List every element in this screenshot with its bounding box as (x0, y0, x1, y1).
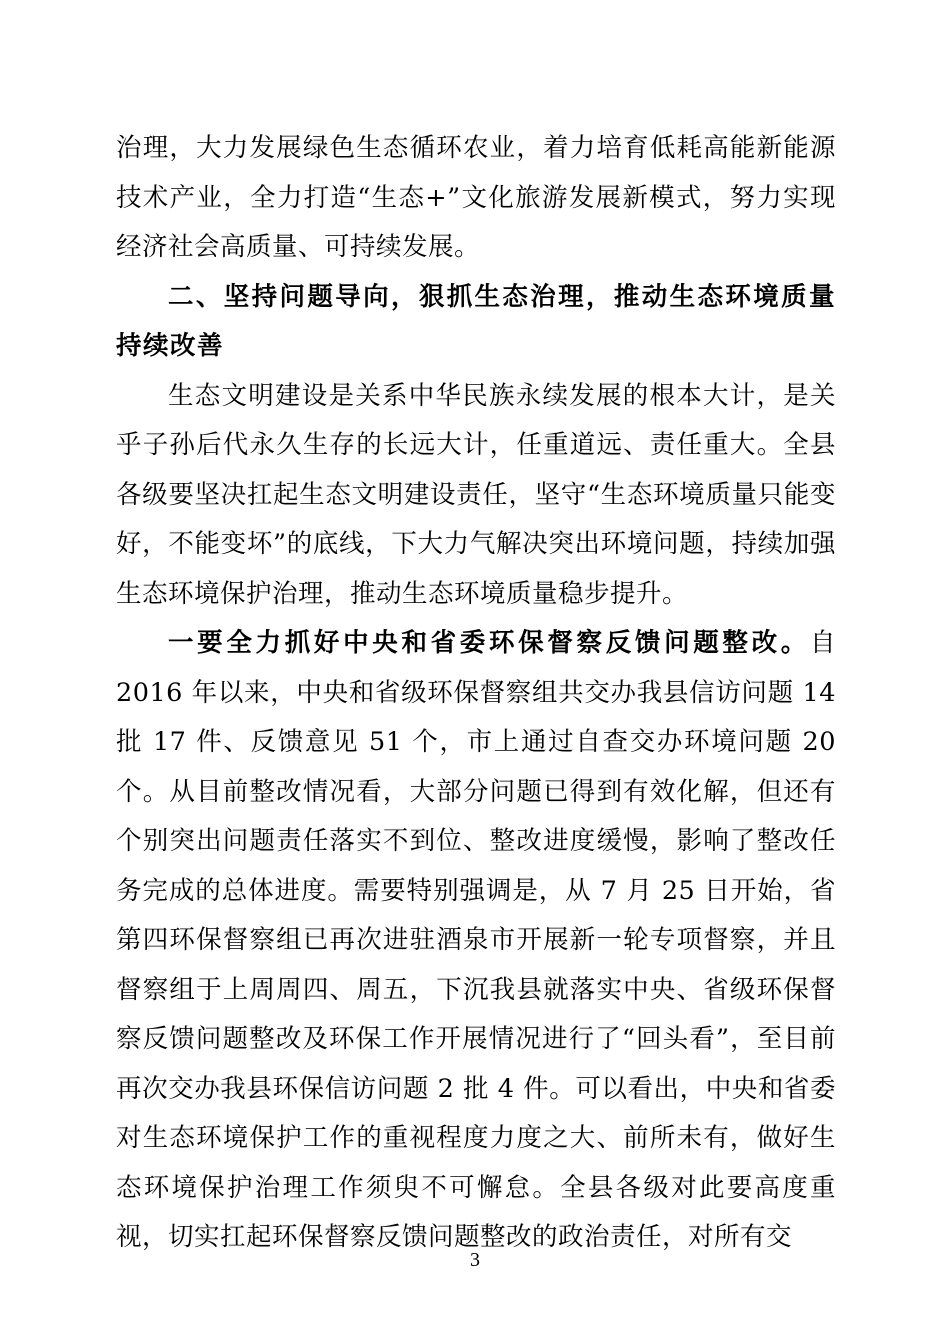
paragraph-ecological-civilization: 生态文明建设是关系中华民族永续发展的根本大计，是关乎子孙后代永久生存的长远大计，任重道远、责任重大。全县各级要坚决扛起生态文明建设责任，坚守“生态环境质量只能变好，不能变坏”的底线，下大力气解决突出环境问题，持续加强生态环境保护治理，推动生态环境质量稳步提升。 (116, 380, 836, 609)
document-body (116, 124, 836, 1263)
paragraph-lead-bold: 一要全力抓好中央和省委环保督察反馈问题整改。 (168, 628, 810, 658)
paragraph-continuation: 治理，大力发展绿色生态循环农业，着力培育低耗高能新能源技术产业，全力打造“生态+”文化旅游发展新模式，努力实现经济社会高质量、可持续发展。 (116, 133, 836, 262)
section-heading: 二、坚持问题导向，狠抓生态治理，推动生态环境质量持续改善 (116, 281, 836, 361)
page-number: 3 (470, 1249, 480, 1271)
paragraph-lead-body: 自 2016 年以来，中央和省级环保督察组共交办我县信访问题 14 批 17 件、反馈意见 51 个，市上通过自查交办环境问题 20 个。从目前整改情况看，大部分问题已得到有效化解，但还有个别突出问题责任落实不到位、整改进度缓慢，影响了整改任务完成的总体进度。需要特别强调是，从 7 月 25 日开始，省第四环保督察组已再次进驻酒泉市开展新一轮专项督察，并且督察组于上周周四、周五，下沉我县就落实中央、省级环保督察反馈问题整改及环保工作开展情况进行了“回头看”，至目前再次交办我县环保信访问题 2 批 4 件。可以看出，中央和省委对生态环境保护工作的重视程度力度之大、前所未有，做好生态环境保护治理工作须臾不可懈怠。全县各级对此要高度重视，切实扛起环保督察反馈问题整改的政治责任，对所有交 (116, 628, 836, 1252)
paragraph-inspection-rectification (116, 619, 836, 1263)
